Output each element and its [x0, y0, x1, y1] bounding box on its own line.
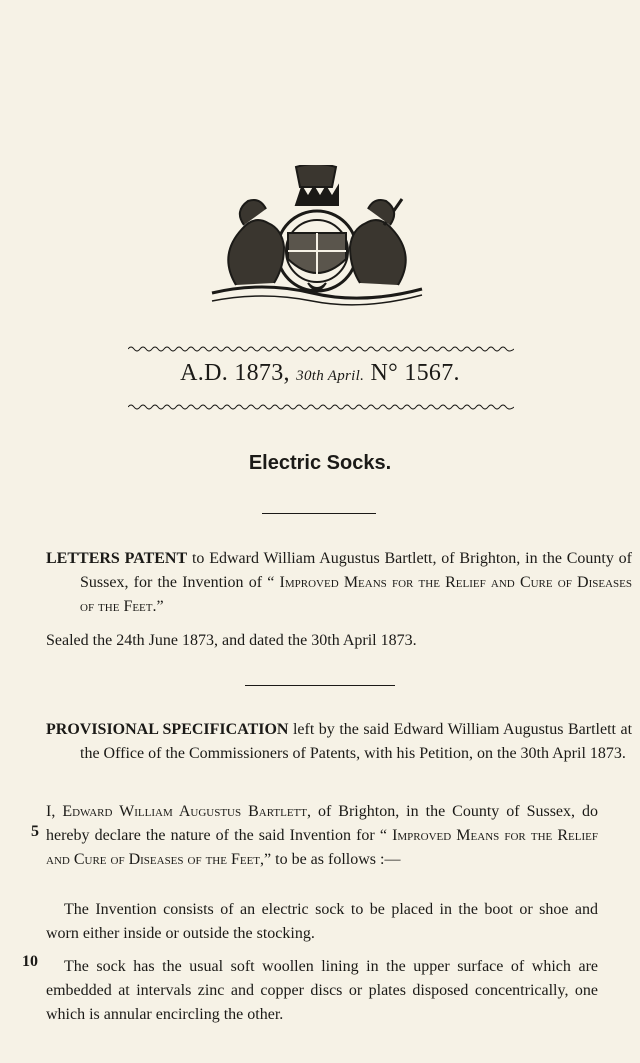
- ornamental-rule-bottom: [128, 403, 514, 411]
- patent-number: N° 1567.: [370, 360, 460, 386]
- provisional-specification-paragraph: [46, 718, 632, 766]
- inventor-name: Edward William Augustus Bartlett: [62, 803, 307, 820]
- invention-paragraph: The Invention consists of an electric sock to be placed in the boot or shoe and worn either inside or outside the stocking.: [46, 901, 598, 942]
- divider: [245, 685, 395, 686]
- declaration-paragraph: [46, 800, 598, 872]
- declaration-middle: , of Brighton, in the County of Sussex, do hereby declare the nature of the said Invention for “: [46, 803, 599, 844]
- ornamental-rule-top: [128, 345, 514, 353]
- declaration-end: ” to be as follows :—: [264, 851, 401, 868]
- letters-patent-invention: Improved Means for the Relief and Cure of Diseases of the Feet.: [80, 574, 632, 615]
- letters-patent-lead: LETTERS PATENT: [46, 550, 188, 567]
- declaration-invention: Improved Means for the Relief and Cure of Diseases of the Feet,: [46, 827, 598, 868]
- provisional-text: left by the said Edward William Augustus Bartlett at the Office of the Commissioners of Patents, with his Petition, on the 30th April 1873.: [80, 721, 633, 762]
- letters-patent-paragraph: [46, 547, 632, 619]
- letters-patent-text: to Edward William Augustus Bartlett, of Brighton, in the County of Sussex, for the Invention of “: [80, 550, 632, 591]
- sock-description-paragraph: The sock has the usual soft woollen lining in the upper surface of which are embedded at intervals zinc and copper discs or plates disposed concentrically, one which is annular encircling the other.: [46, 958, 598, 1023]
- line-number-10: 10: [22, 953, 38, 970]
- document-title: Electric Socks.: [248, 452, 392, 474]
- provisional-lead: PROVISIONAL SPECIFICATION: [46, 721, 289, 738]
- line-number-5: 5: [31, 823, 39, 840]
- divider: [262, 513, 376, 514]
- royal-coat-of-arms-icon: [208, 165, 426, 307]
- patent-year: A.D. 1873,: [180, 360, 290, 386]
- sealed-line: Sealed the 24th June 1873, and dated the 30th April 1873.: [46, 632, 417, 649]
- letters-patent-close: ”: [156, 598, 164, 615]
- patent-header: [0, 360, 640, 387]
- patent-date: 30th April.: [296, 368, 365, 384]
- declaration-start: I,: [46, 803, 63, 820]
